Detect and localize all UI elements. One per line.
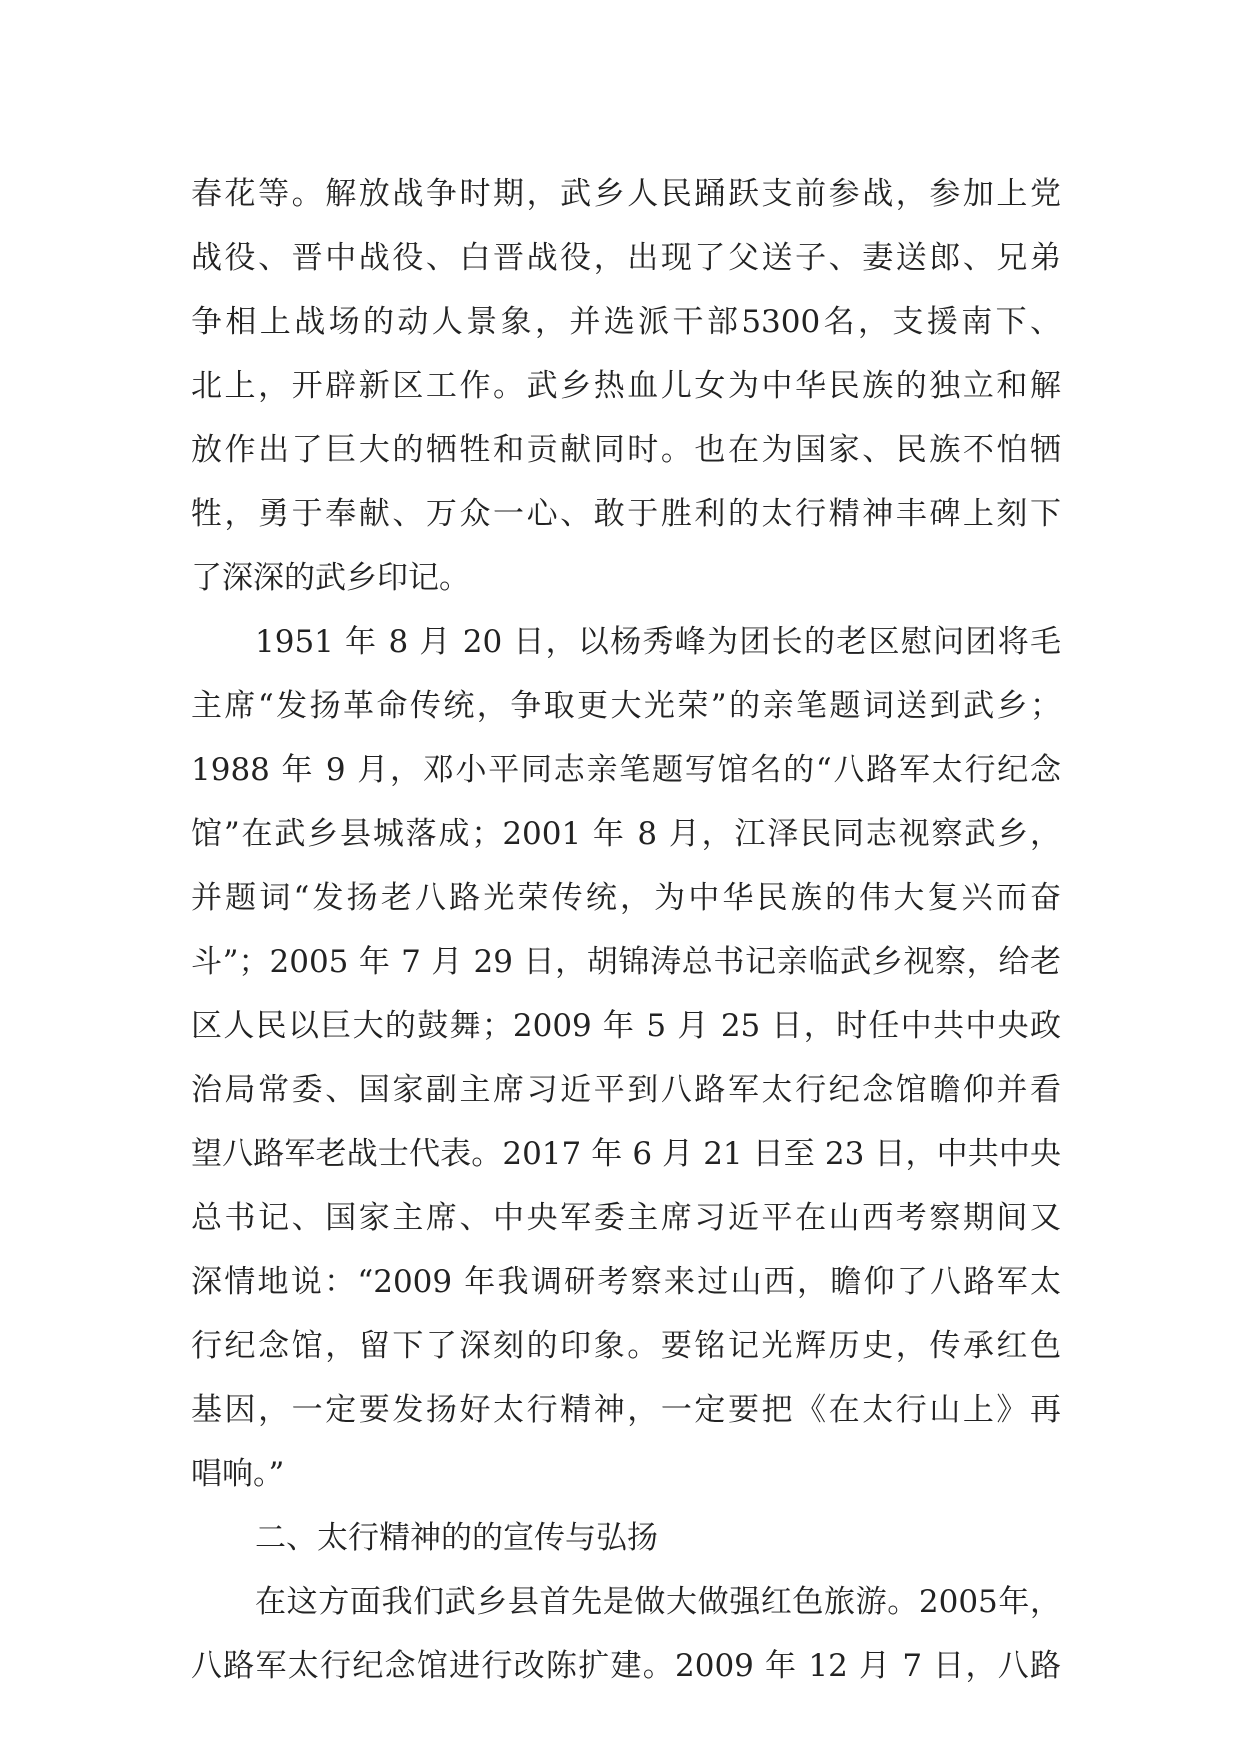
text-line: 望八路军老战士代表。2017 年 6 月 21 日至 23 日，中共中央 xyxy=(191,1136,1061,1172)
text-line: 总书记、国家主席、中央军委主席习近平在山西考察期间又 xyxy=(191,1200,1061,1236)
text-line: 深情地说：“2009 年我调研考察来过山西，瞻仰了八路军太 xyxy=(191,1264,1061,1300)
body-text xyxy=(191,162,1061,1698)
text-line: 馆”在武乡县城落成；2001 年 8 月，江泽民同志视察武乡， xyxy=(191,816,1061,852)
text-line: 区人民以巨大的鼓舞；2009 年 5 月 25 日，时任中共中央政 xyxy=(191,1008,1061,1044)
text-line: 牲，勇于奉献、万众一心、敢于胜利的太行精神丰碑上刻下 xyxy=(191,496,1061,532)
text-line: 斗”；2005 年 7 月 29 日，胡锦涛总书记亲临武乡视察，给老 xyxy=(191,944,1061,980)
text-line: 争相上战场的动人景象，并选派干部5300名，支援南下、 xyxy=(191,304,1061,340)
paragraph-end-line: 二、太行精神的的宣传与弘扬 xyxy=(255,1520,658,1556)
text-line: 1951 年 8 月 20 日，以杨秀峰为团长的老区慰问团将毛 xyxy=(255,624,1061,660)
text-line: 1988 年 9 月，邓小平同志亲笔题写馆名的“八路军太行纪念 xyxy=(191,752,1061,788)
text-line: 春花等。解放战争时期，武乡人民踊跃支前参战，参加上党 xyxy=(191,176,1061,212)
text-line: 八路军太行纪念馆进行改陈扩建。2009 年 12 月 7 日，八路 xyxy=(191,1648,1061,1684)
paragraph-end-line: 唱响。” xyxy=(191,1456,285,1492)
paragraph-end-line: 了深深的武乡印记。 xyxy=(191,560,470,596)
text-line: 基因，一定要发扬好太行精神，一定要把《在太行山上》再 xyxy=(191,1392,1061,1428)
text-line: 战役、晋中战役、白晋战役，出现了父送子、妻送郎、兄弟 xyxy=(191,240,1061,276)
text-line: 行纪念馆，留下了深刻的印象。要铭记光辉历史，传承红色 xyxy=(191,1328,1061,1364)
text-line: 主席“发扬革命传统，争取更大光荣”的亲笔题词送到武乡； xyxy=(191,688,1061,724)
text-line: 并题词“发扬老八路光荣传统，为中华民族的伟大复兴而奋 xyxy=(191,880,1061,916)
text-line: 在这方面我们武乡县首先是做大做强红色旅游。2005年， xyxy=(255,1584,1061,1620)
text-line: 北上，开辟新区工作。武乡热血儿女为中华民族的独立和解 xyxy=(191,368,1061,404)
text-line: 放作出了巨大的牺牲和贡献同时。也在为国家、民族不怕牺 xyxy=(191,432,1061,468)
text-line: 治局常委、国家副主席习近平到八路军太行纪念馆瞻仰并看 xyxy=(191,1072,1061,1108)
